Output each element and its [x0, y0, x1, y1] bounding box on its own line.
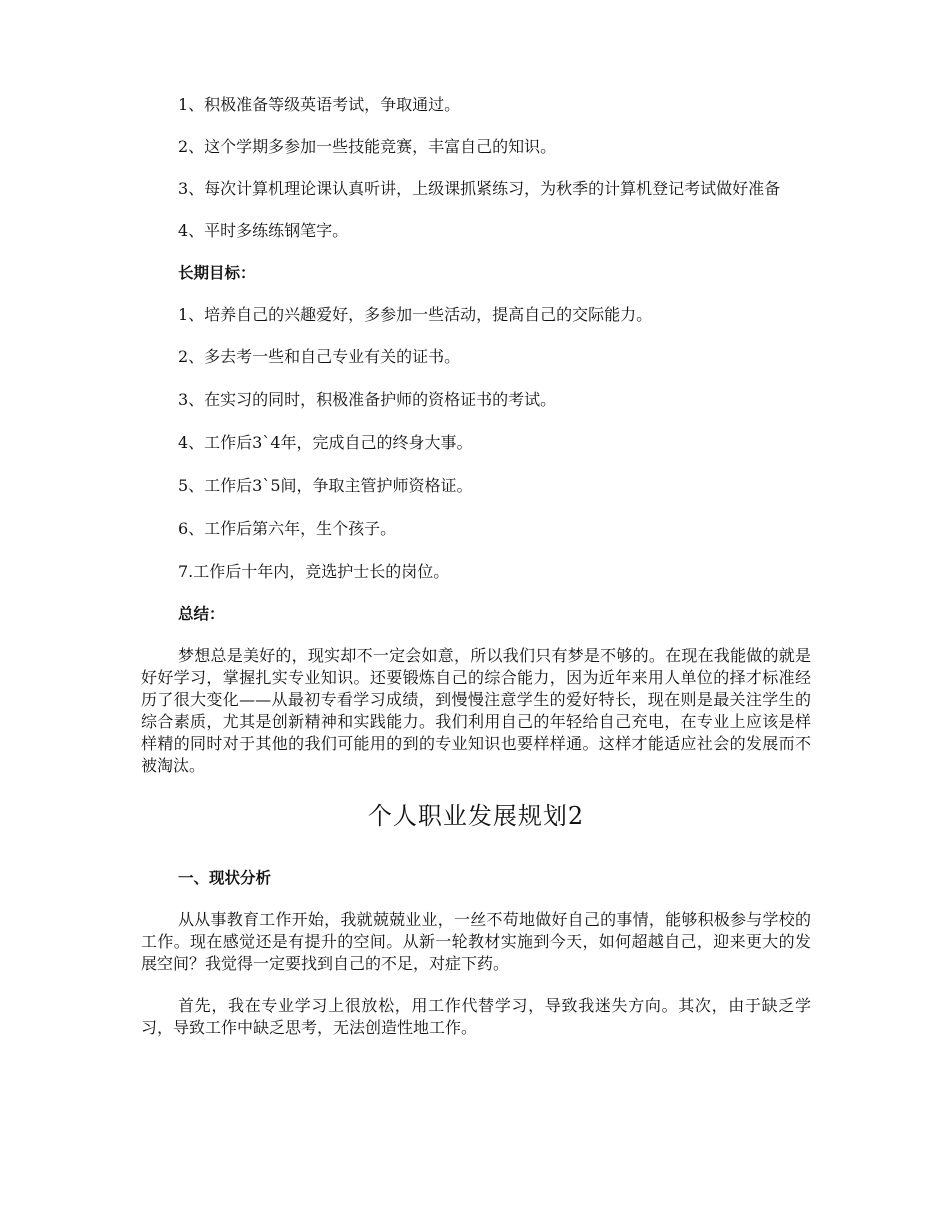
summary-paragraph: 梦想总是美好的，现实却不一定会如意，所以我们只有梦是不够的。在现在我能做的就是好好学习，掌握扎实专业知识。还要锻炼自己的综合能力，因为近年来用人单位的择才标准经历了很大变化——从最初专看学习成绩，到慢慢注意学生的爱好特长，现在则是最关注学生的综合素质，尤其是创新精神和实践能力。我们利用自己的年轻给自己充电，在专业上应该是样样精的同时对于其他的我们可能用的到的专业知识也要样样通。这样才能适应社会的发展而不被淘汰。	[141, 646, 811, 775]
short-term-item-3: 3、每次计算机理论课认真听讲，上级课抓紧练习，为秋季的计算机登记考试做好准备	[178, 179, 781, 198]
section-heading-status-analysis: 一、现状分析	[178, 869, 272, 887]
long-term-item-2: 2、多去考一些和自己专业有关的证书。	[178, 347, 461, 366]
long-term-item-7: 7.工作后十年内，竞选护士长的岗位。	[178, 562, 450, 581]
short-term-item-1: 1、积极准备等级英语考试，争取通过。	[178, 95, 461, 114]
short-term-item-4: 4、平时多练练钢笔字。	[178, 221, 349, 240]
long-term-item-4: 4、工作后3`4年，完成自己的终身大事。	[178, 433, 473, 452]
document-title: 个人职业发展规划2	[367, 802, 585, 830]
summary-heading: 总结：	[178, 605, 225, 623]
long-term-item-5: 5、工作后3`5间，争取主管护师资格证。	[178, 476, 473, 495]
section-paragraph-1: 从从事教育工作开始，我就兢兢业业，一丝不苟地做好自己的事情，能够积极参与学校的工作。现在感觉还是有提升的空间。从新一轮教材实施到今天，如何超越自己，迎来更大的发展空间？我觉得一定要找到自己的不足，对症下药。	[141, 910, 811, 973]
long-term-item-1: 1、培养自己的兴趣爱好，多参加一些活动，提高自己的交际能力。	[178, 305, 653, 324]
short-term-item-2: 2、这个学期多参加一些技能竞赛，丰富自己的知识。	[178, 137, 557, 156]
long-term-item-6: 6、工作后第六年，生个孩子。	[178, 519, 397, 538]
long-term-item-3: 3、在实习的同时，积极准备护师的资格证书的考试。	[178, 390, 557, 409]
long-term-heading: 长期目标：	[178, 264, 256, 282]
section-paragraph-2: 首先，我在专业学习上很放松，用工作代替学习，导致我迷失方向。其次，由于缺乏学习，导致工作中缺乏思考，无法创造性地工作。	[141, 996, 811, 1037]
document-page	[141, 94, 811, 1039]
